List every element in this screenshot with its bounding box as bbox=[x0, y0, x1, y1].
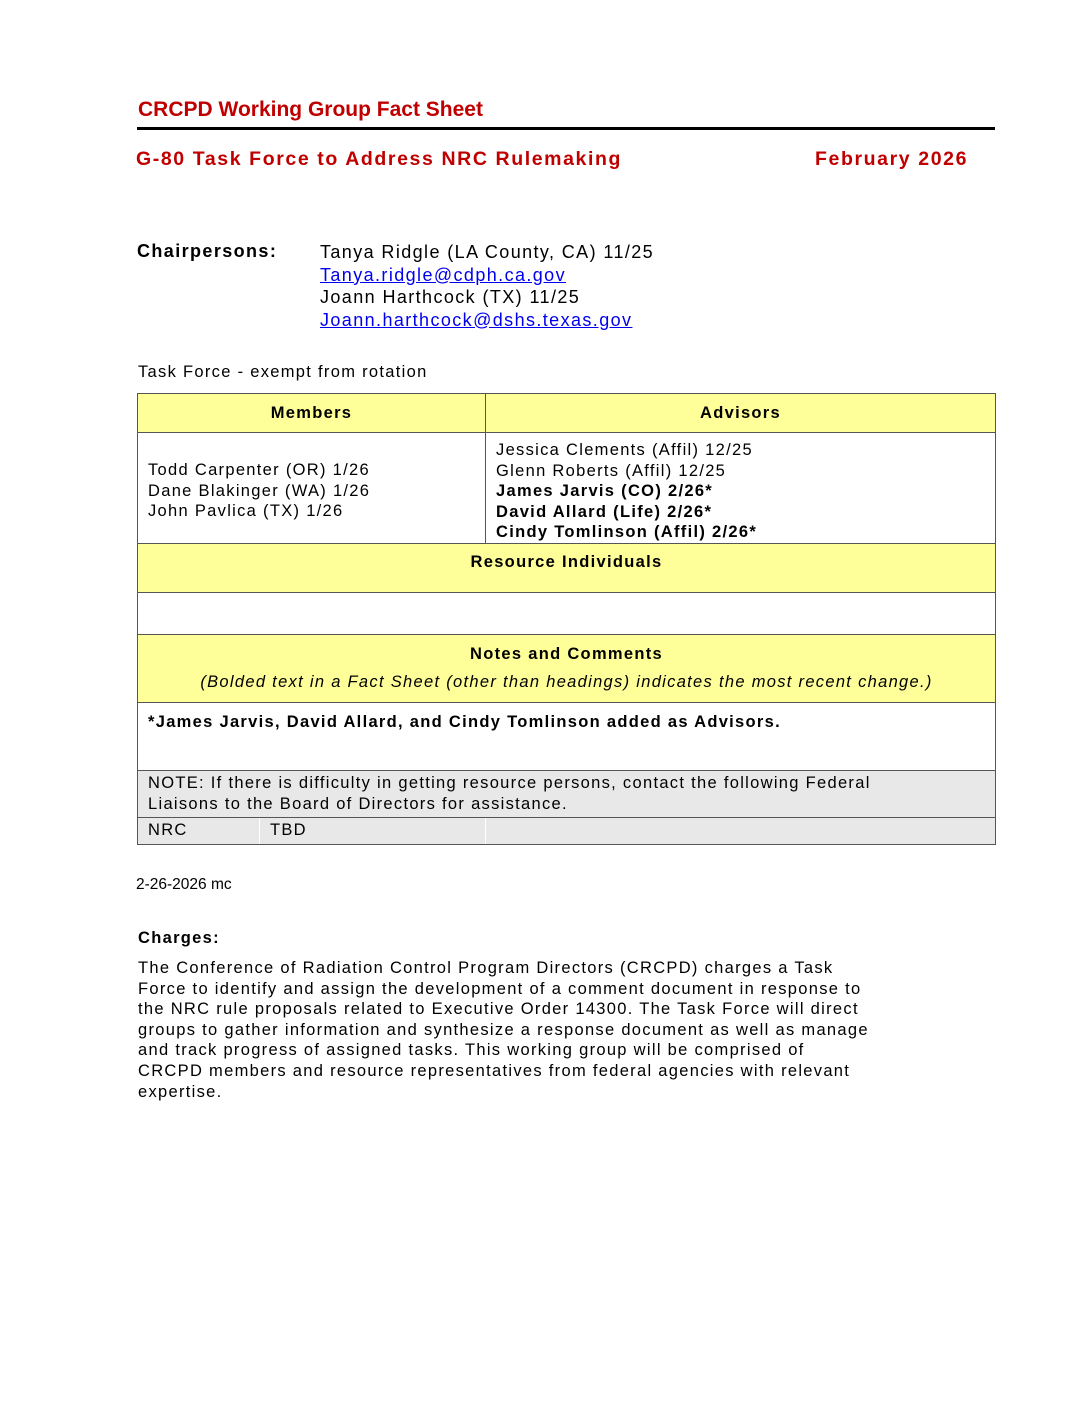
fact-sheet-table bbox=[137, 393, 996, 845]
chairperson-name: Tanya Ridgle (LA County, CA) 11/25 bbox=[320, 242, 655, 262]
notes-cell bbox=[138, 702, 996, 770]
resource-individuals-cell bbox=[138, 592, 996, 634]
advisor-entry-new: James Jarvis (CO) 2/26* bbox=[496, 482, 714, 500]
advisor-entry-new: David Allard (Life) 2/26* bbox=[496, 502, 713, 521]
member-entry: Dane Blakinger (WA) 1/26 bbox=[148, 481, 371, 500]
member-entry: John Pavlica (TX) 1/26 bbox=[148, 502, 344, 520]
federal-liaison-note-cell bbox=[138, 770, 996, 817]
chairperson-email-link[interactable]: Tanya.ridgle@cdph.ca.gov bbox=[320, 264, 566, 285]
charges-line: Force to identify and assign the development of a comment document in response to bbox=[138, 979, 862, 998]
members-header: Members bbox=[138, 394, 486, 433]
advisor-entry: Glenn Roberts (Affil) 12/25 bbox=[496, 461, 727, 480]
chairperson-name: Joann Harthcock (TX) 11/25 bbox=[320, 287, 581, 307]
fact-sheet-date: February 2026 bbox=[815, 148, 969, 170]
charges-line: groups to gather information and synthesize a response document as well as manage bbox=[138, 1020, 869, 1039]
charges-text bbox=[138, 958, 968, 1102]
charges-label: Charges: bbox=[138, 929, 220, 947]
charges-line: The Conference of Radiation Control Program Directors (CRCPD) charges a Task bbox=[138, 959, 834, 977]
notes-text: *James Jarvis, David Allard, and Cindy Tomlinson added as Advisors. bbox=[148, 712, 781, 731]
title-divider bbox=[137, 127, 995, 130]
chairperson-email-link[interactable]: Joann.harthcock@dshs.texas.gov bbox=[320, 309, 633, 330]
rotation-note: Task Force - exempt from rotation bbox=[138, 363, 428, 381]
federal-liaison-note: Liaisons to the Board of Directors for assistance. bbox=[148, 794, 568, 813]
task-force-name: G-80 Task Force to Address NRC Rulemaking bbox=[136, 148, 623, 170]
charges-line: expertise. bbox=[138, 1082, 223, 1101]
resource-individuals-header: Resource Individuals bbox=[138, 543, 996, 592]
liaison-name: TBD bbox=[260, 817, 486, 844]
chairpersons-label: Chairpersons: bbox=[137, 241, 278, 261]
notes-header-cell bbox=[138, 634, 996, 702]
liaison-agency: NRC bbox=[138, 817, 260, 844]
advisor-entry: Jessica Clements (Affil) 12/25 bbox=[496, 441, 753, 459]
liaison-blank bbox=[486, 817, 996, 844]
charges-line: and track progress of assigned tasks. This working group will be comprised of bbox=[138, 1041, 805, 1060]
notes-subheader: (Bolded text in a Fact Sheet (other than headings) indicates the most recent change.) bbox=[200, 672, 933, 691]
federal-liaison-note: NOTE: If there is difficulty in getting resource persons, contact the following Federal bbox=[148, 774, 871, 792]
charges-line: CRCPD members and resource representatives from federal agencies with relevant bbox=[138, 1061, 851, 1080]
advisors-header: Advisors bbox=[486, 394, 996, 433]
advisor-entry-new: Cindy Tomlinson (Affil) 2/26* bbox=[496, 523, 758, 541]
charges-line: the NRC rule proposals related to Executive Order 14300. The Task Force will direct bbox=[138, 1000, 859, 1019]
sheet-title: CRCPD Working Group Fact Sheet bbox=[138, 98, 483, 121]
member-entry: Todd Carpenter (OR) 1/26 bbox=[148, 461, 370, 479]
revision-stamp: 2-26-2026 mc bbox=[136, 876, 232, 893]
members-cell bbox=[138, 433, 486, 544]
chairpersons-list bbox=[320, 241, 654, 331]
notes-header: Notes and Comments bbox=[470, 644, 664, 663]
advisors-cell bbox=[486, 433, 996, 544]
